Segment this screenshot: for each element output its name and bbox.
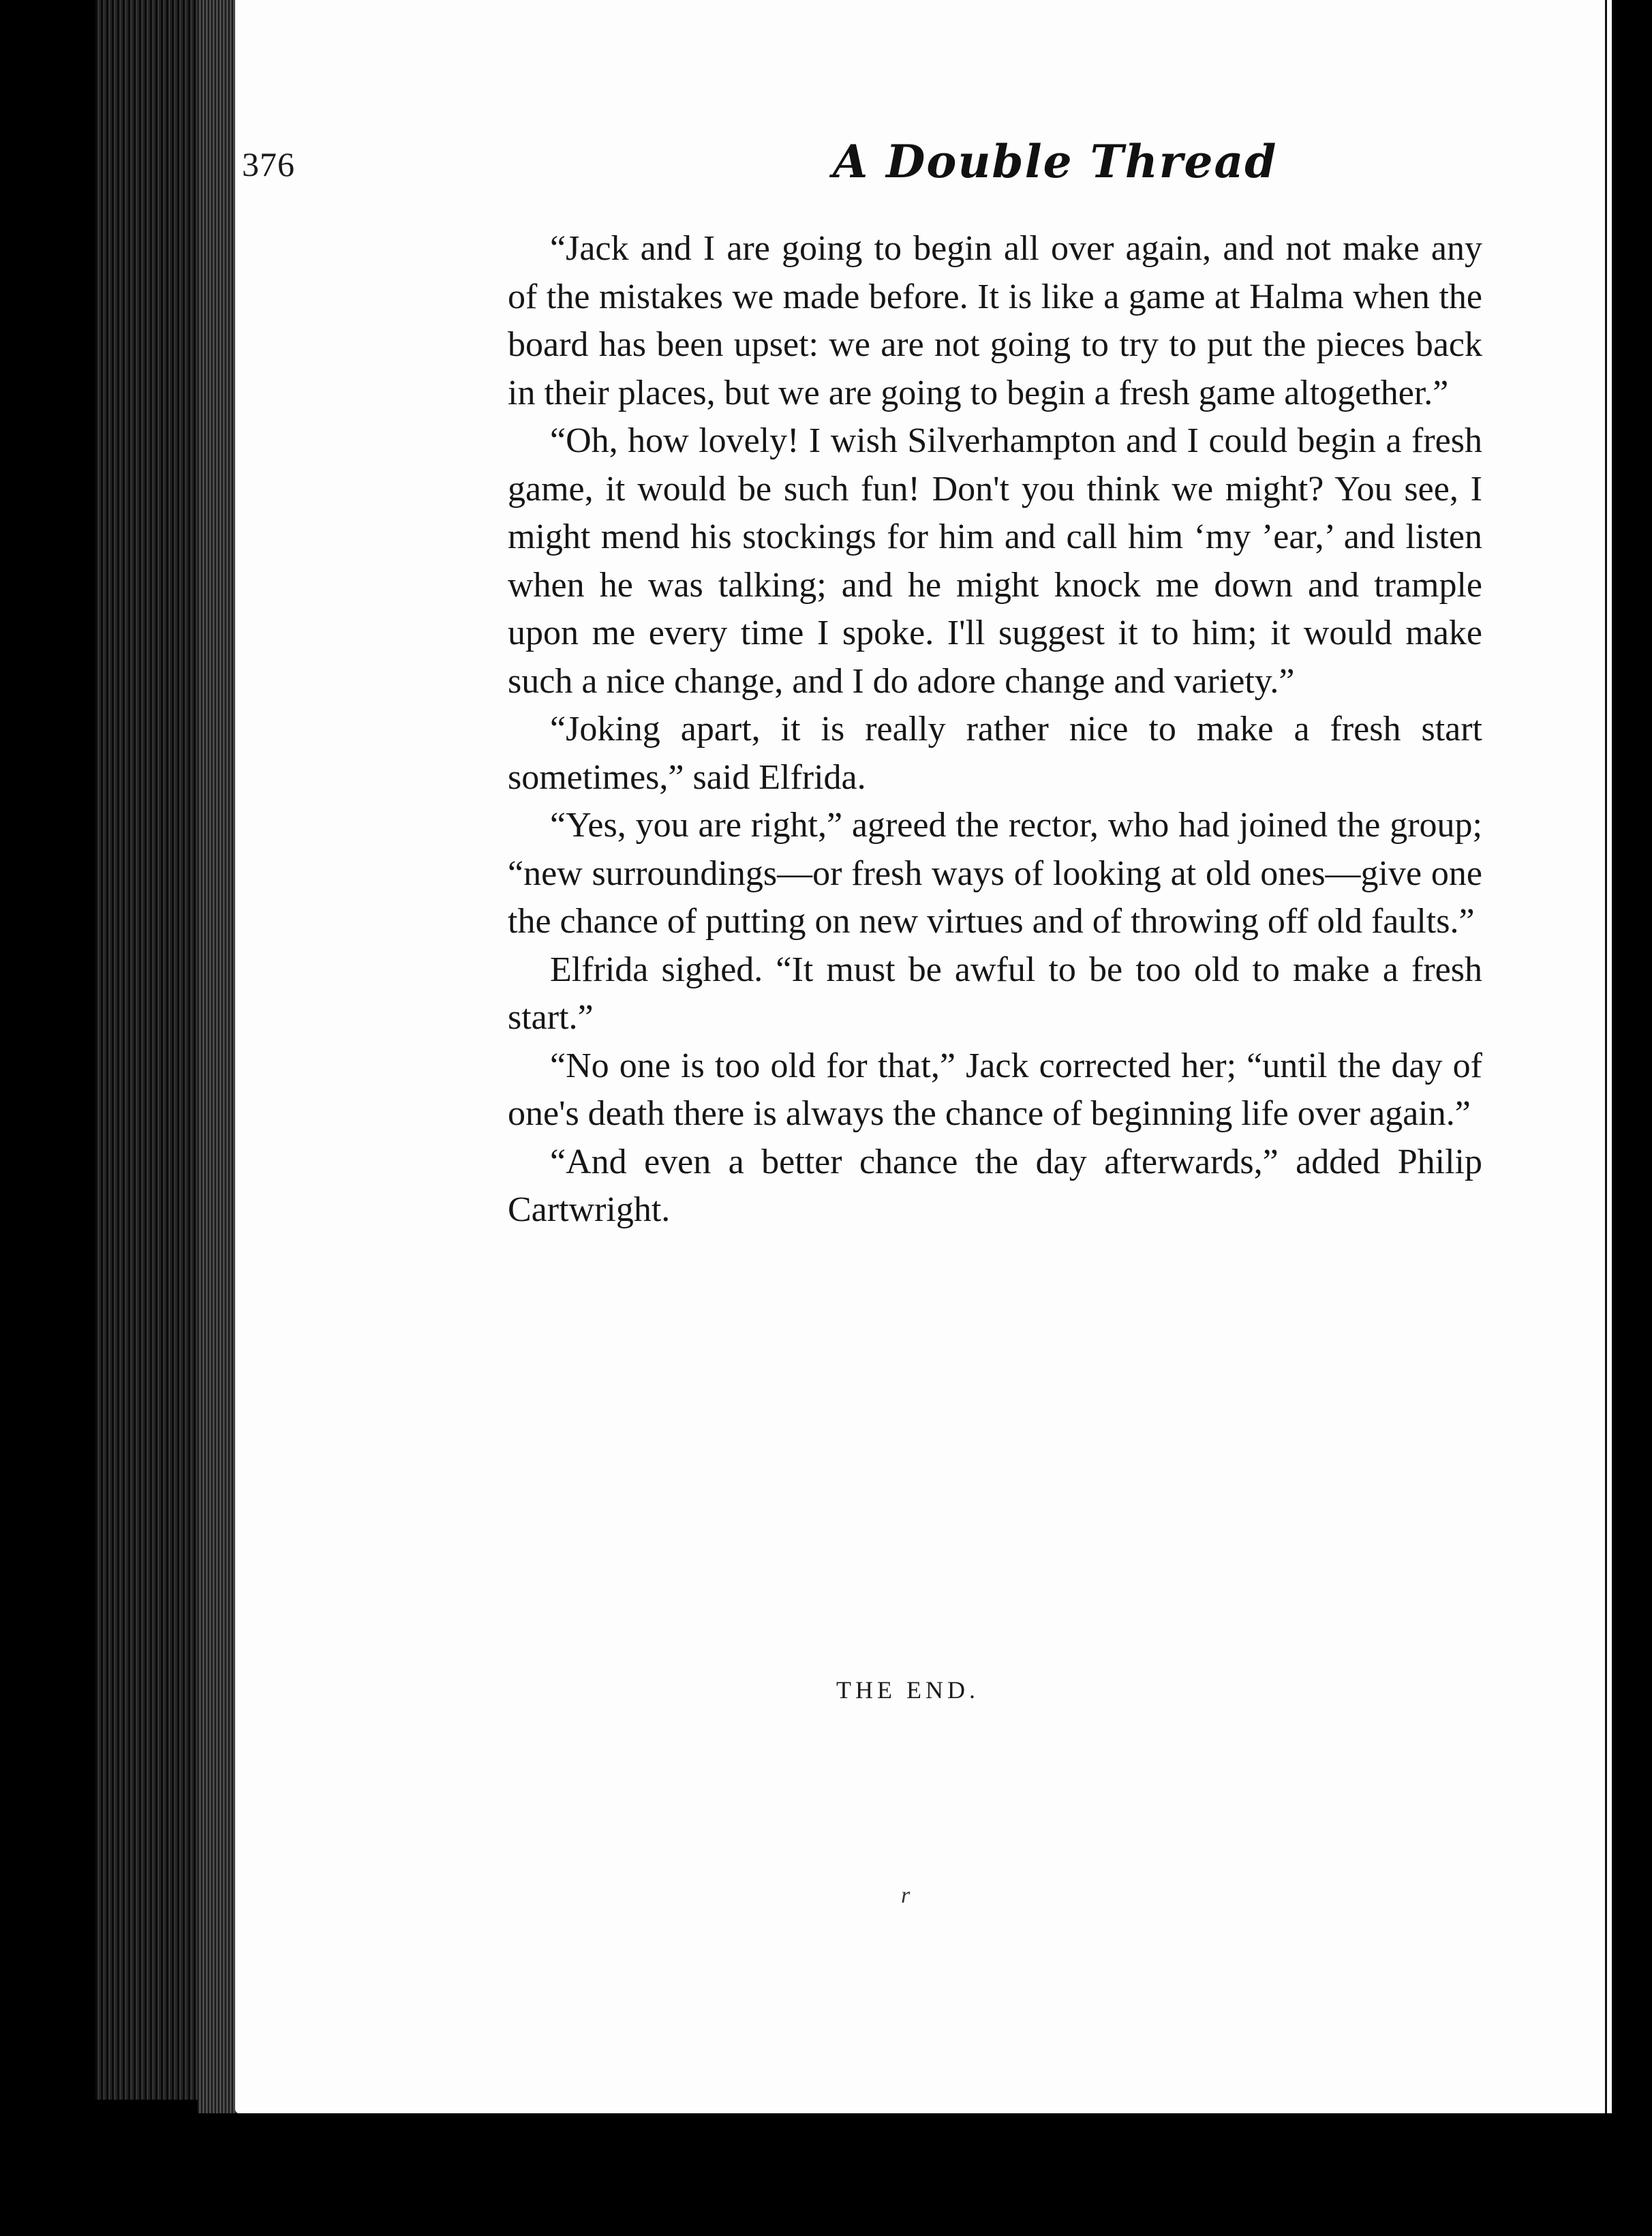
the-end-label: THE END.	[836, 1676, 979, 1704]
stray-ink-mark: r	[901, 1883, 911, 1908]
paragraph: “And even a better chance the day afterwards,” added Philip Cartwright.	[508, 1142, 1482, 1229]
paragraph: “Yes, you are right,” agreed the rector, who had joined the group; “new surroundings—or fresh ways of looking at old ones—give one the chance of putting on new virtues and of throwing off old faults.”	[508, 806, 1482, 941]
paragraph: Elfrida sighed. “It must be awful to be too old to make a fresh start.”	[508, 950, 1482, 1037]
paragraph: “Joking apart, it is really rather nice to make a fresh start sometimes,” said Elfrida.	[508, 710, 1482, 797]
page-number: 376	[242, 145, 295, 183]
paragraph: “Oh, how lovely! I wish Silverhampton and I could begin a fresh game, it would be such fun! Don't you think we might? You see, I might mend his stockings for him and call him ‘my ’ear,’ and listen when he was talking; and he might knock me down and trample upon me every time I spoke. I'll suggest it to him; it would make such a nice change, and I do adore change and variety.”	[508, 421, 1482, 701]
paragraph: “No one is too old for that,” Jack corrected her; “until the day of one's death there is always the chance of beginning life over again.”	[508, 1046, 1482, 1133]
scan-background	[1612, 0, 1652, 2236]
body-text	[508, 225, 1482, 1235]
paragraph: “Jack and I are going to begin all over again, and not make any of the mistakes we made before. It is like a game at Halma when the board has been upset: we are not going to try to put the pieces back in their places, but we are going to begin a fresh game altogether.”	[508, 229, 1482, 412]
running-title: A Double Thread	[833, 135, 1278, 188]
